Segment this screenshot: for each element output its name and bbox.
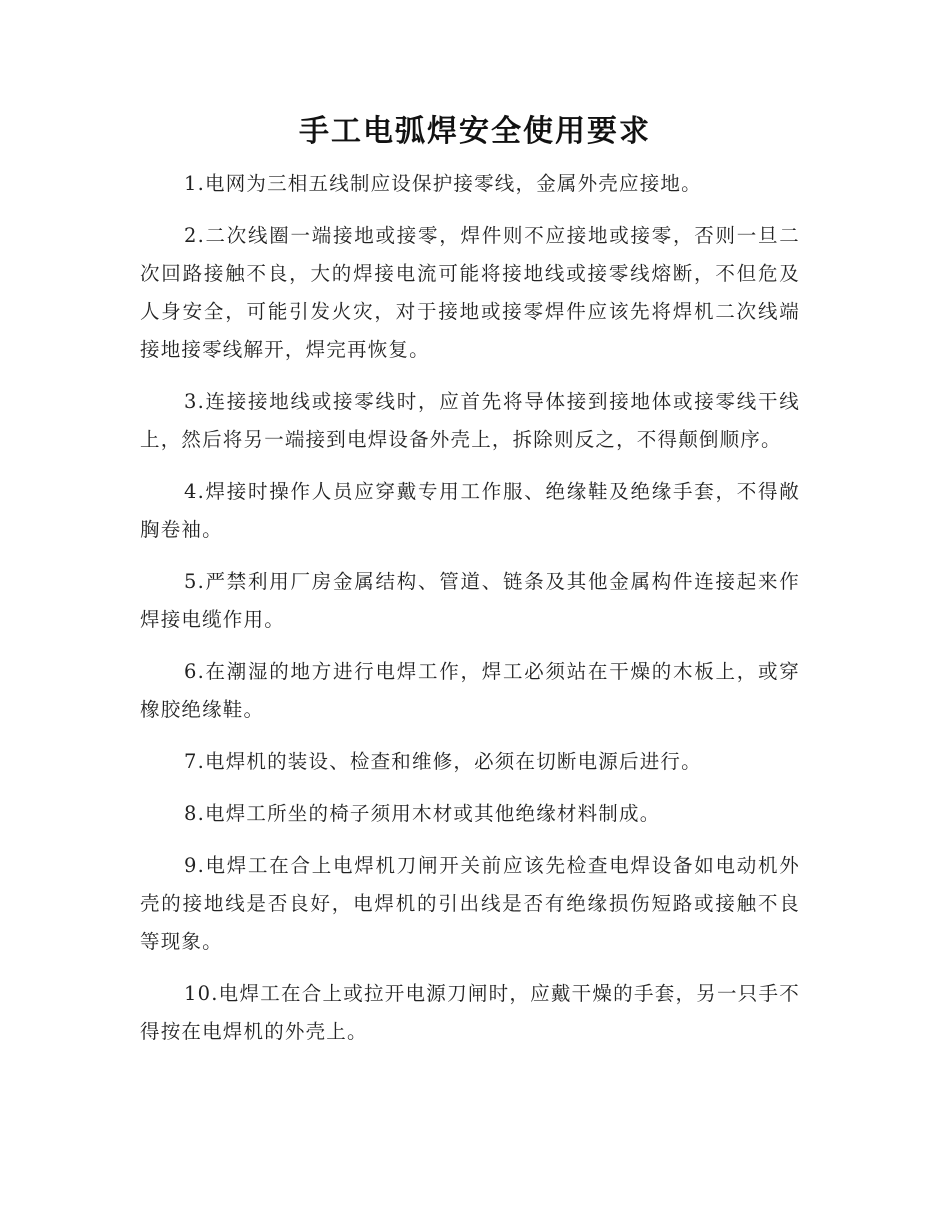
paragraph-6: 6.在潮湿的地方进行电焊工作，焊工必须站在干燥的木板上，或穿橡胶绝缘鞋。 [140, 660, 800, 721]
paragraph-9: 9.电焊工在合上电焊机刀闸开关前应该先检查电焊设备如电动机外壳的接地线是否良好，电焊机的引出线是否有绝缘损伤短路或接触不良等现象。 [140, 854, 800, 953]
paragraph-4: 4.焊接时操作人员应穿戴专用工作服、绝缘鞋及绝缘手套，不得敞胸卷袖。 [140, 480, 800, 541]
paragraph-7: 7.电焊机的装设、检查和维修，必须在切断电源后进行。 [184, 750, 702, 773]
document-body [140, 165, 800, 1065]
paragraph-8: 8.电焊工所坐的椅子须用木材或其他绝缘材料制成。 [184, 802, 661, 825]
paragraph-5: 5.严禁利用厂房金属结构、管道、链条及其他金属构件连接起来作焊接电缆作用。 [140, 570, 800, 631]
document-title: 手工电弧焊安全使用要求 [299, 114, 651, 149]
paragraph-10: 10.电焊工在合上或拉开电源刀闸时，应戴干燥的手套，另一只手不得按在电焊机的外壳上。 [140, 982, 800, 1043]
paragraph-2: 2.二次线圈一端接地或接零，焊件则不应接地或接零，否则一旦二次回路接触不良，大的焊接电流可能将接地线或接零线熔断，不但危及人身安全，可能引发火灾，对于接地或接零焊件应该先将焊机二次线端接地接零线解开，焊完再恢复。 [140, 224, 800, 361]
paragraph-1: 1.电网为三相五线制应设保护接零线，金属外壳应接地。 [184, 172, 702, 195]
paragraph-3: 3.连接接地线或接零线时，应首先将导体接到接地体或接零线干线上，然后将另一端接到电焊设备外壳上，拆除则反之，不得颠倒顺序。 [140, 390, 800, 451]
